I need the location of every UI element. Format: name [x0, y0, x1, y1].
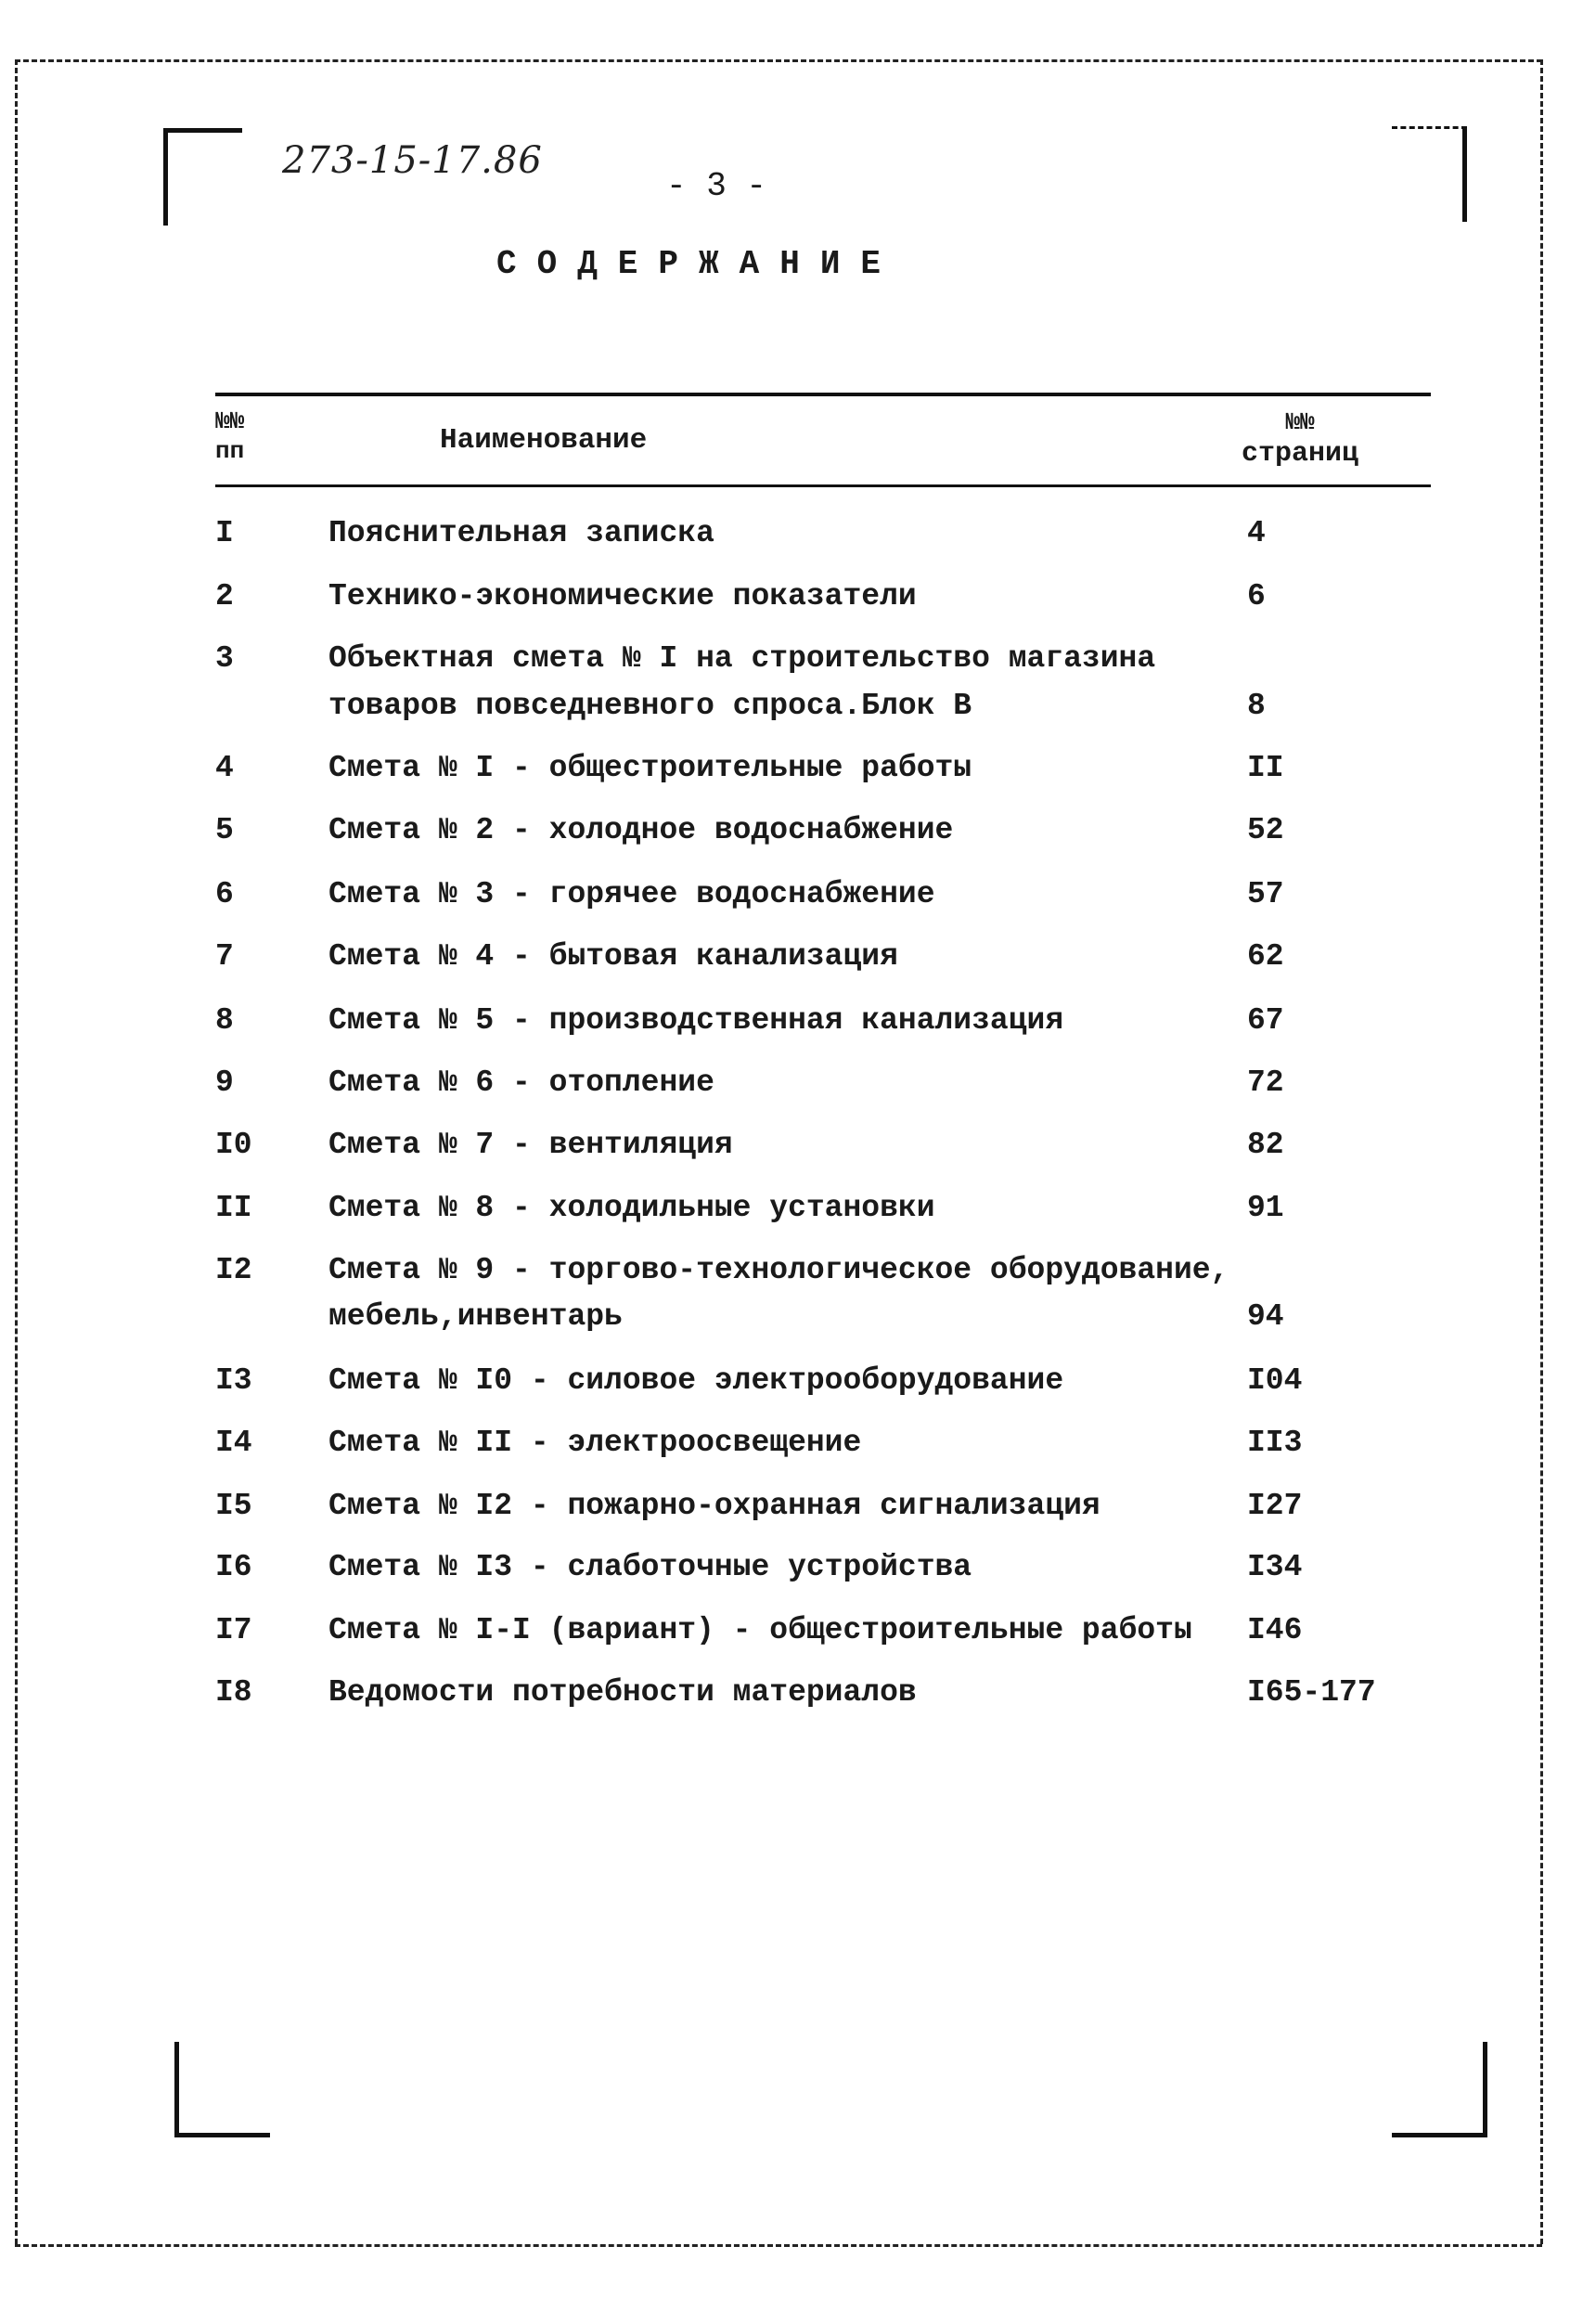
row-page: 91	[1247, 1191, 1284, 1225]
row-page: 72	[1247, 1065, 1284, 1100]
row-title: Смета № II - электроосвещение	[328, 1426, 862, 1460]
page-title: СОДЕРЖАНИЕ	[496, 245, 902, 283]
header-page	[1242, 407, 1358, 470]
corner-mark-bottom-right	[1392, 2042, 1487, 2137]
row-title: Смета № 6 - отопление	[328, 1065, 714, 1100]
row-page: I27	[1247, 1489, 1303, 1523]
border-top	[15, 59, 1542, 62]
row-title: Смета № I3 - слаботочные устройства	[328, 1550, 972, 1584]
row-page: 94	[1247, 1299, 1284, 1334]
border-right	[1540, 59, 1543, 2244]
row-title: Пояснительная записка	[328, 516, 714, 550]
row-title: Смета № I - общестроительные работы	[328, 751, 972, 785]
row-page: 82	[1247, 1128, 1284, 1162]
row-page: I34	[1247, 1550, 1303, 1584]
row-number: I3	[215, 1363, 252, 1398]
row-page: II3	[1247, 1426, 1303, 1460]
row-page: 52	[1247, 813, 1284, 847]
row-title: Смета № 4 - бытовая канализация	[328, 939, 898, 974]
row-page: 62	[1247, 939, 1284, 974]
table-header-rule	[215, 484, 1431, 487]
row-title: товаров повседневного спроса.Блок В	[328, 689, 972, 723]
row-page: 67	[1247, 1003, 1284, 1038]
row-number: 9	[215, 1065, 234, 1100]
row-title: Смета № I0 - силовое электрооборудование	[328, 1363, 1064, 1398]
row-title: Смета № I-I (вариант) - общестроительные работы	[328, 1613, 1192, 1647]
row-number: I5	[215, 1489, 252, 1523]
row-number: II	[215, 1191, 252, 1225]
border-left	[15, 59, 18, 2244]
row-title: Смета № I2 - пожарно-охранная сигнализация	[328, 1489, 1100, 1523]
row-title: Смета № 2 - холодное водоснабжение	[328, 813, 954, 847]
header-num-line1: №№	[215, 407, 245, 435]
row-title: Смета № 9 - торгово-технологическое оборудование,	[328, 1253, 1229, 1287]
row-title: Технико-экономические показатели	[328, 579, 917, 613]
row-page: I65-177	[1247, 1675, 1376, 1710]
corner-mark-bottom-left	[174, 2042, 270, 2137]
row-title: мебель,инвентарь	[328, 1299, 623, 1334]
row-number: 4	[215, 751, 234, 785]
row-title: Смета № 3 - горячее водоснабжение	[328, 877, 935, 911]
border-bottom	[15, 2244, 1542, 2247]
row-page: 57	[1247, 877, 1284, 911]
row-number: I8	[215, 1675, 252, 1710]
row-number: 2	[215, 579, 234, 613]
corner-mark-top-left	[163, 128, 242, 226]
row-title: Смета № 7 - вентиляция	[328, 1128, 733, 1162]
row-number: I0	[215, 1128, 252, 1162]
row-number: 6	[215, 877, 234, 911]
corner-mark-top-right	[1392, 126, 1467, 222]
row-number: 3	[215, 641, 234, 676]
row-page: 6	[1247, 579, 1266, 613]
row-page: 8	[1247, 689, 1266, 723]
row-number: 7	[215, 939, 234, 974]
header-num-line2: пп	[215, 437, 245, 465]
row-number: 5	[215, 813, 234, 847]
row-title: Смета № 5 - производственная канализация	[328, 1003, 1064, 1038]
row-title: Объектная смета № I на строительство магазина	[328, 641, 1156, 676]
header-page-line1: №№	[1285, 408, 1315, 436]
row-page: I04	[1247, 1363, 1303, 1398]
header-num	[215, 407, 244, 466]
row-page: II	[1247, 751, 1284, 785]
row-page: I46	[1247, 1613, 1303, 1647]
row-page: 4	[1247, 516, 1266, 550]
row-number: 8	[215, 1003, 234, 1038]
handwritten-code: 273-15-17.86	[282, 139, 543, 182]
row-title: Ведомости потребности материалов	[328, 1675, 917, 1710]
row-number: I2	[215, 1253, 252, 1287]
row-number: I4	[215, 1426, 252, 1460]
page-number: - 3 -	[666, 167, 767, 205]
header-name: Наименование	[440, 424, 648, 457]
row-number: I7	[215, 1613, 252, 1647]
row-number: I6	[215, 1550, 252, 1584]
row-number: I	[215, 516, 234, 550]
table-top-rule	[215, 393, 1431, 396]
row-title: Смета № 8 - холодильные установки	[328, 1191, 935, 1225]
header-page-line2: страниц	[1242, 438, 1359, 470]
